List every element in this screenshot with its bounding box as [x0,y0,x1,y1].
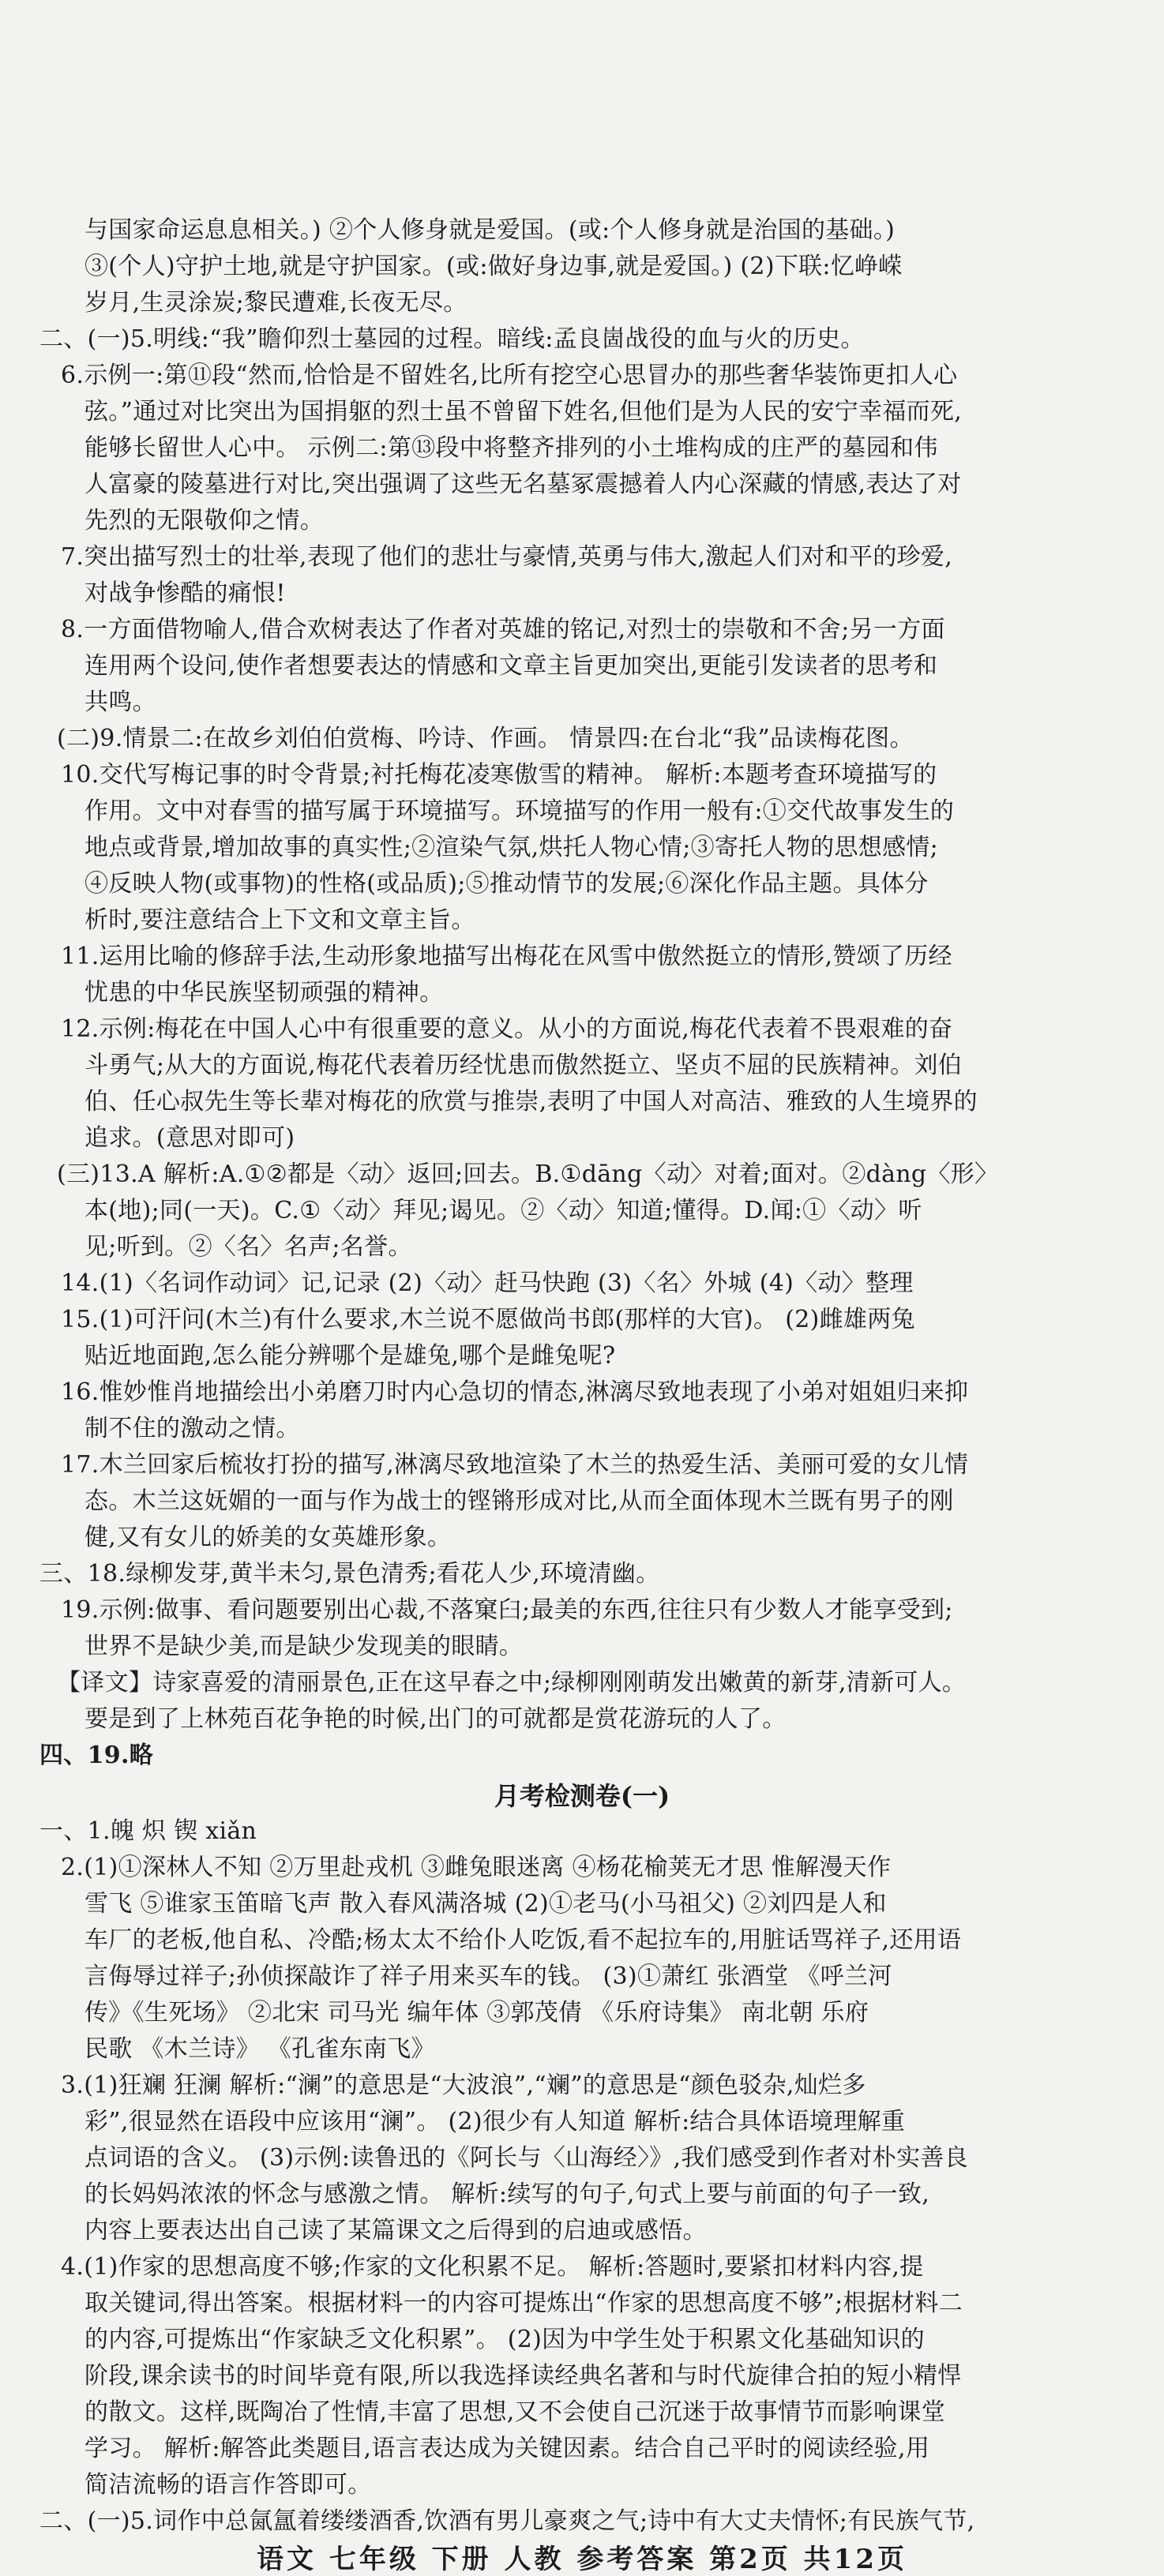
text-line: 本(地);同(一天)。C.①〈动〉拜见;谒见。②〈动〉知道;懂得。D.闻:①〈动〉听 [84,1197,922,1224]
text-line: 民歌 《木兰诗》 《孔雀东南飞》 [84,2035,435,2063]
text-line: 19.示例:做事、看问题要别出心裁,不落窠臼;最美的东西,往往只有少数人才能享受到; [61,1596,953,1624]
text-line: 2.(1)①深林人不知 ②万里赴戎机 ③雌兔眼迷离 ④杨花榆荚无才思 惟解漫天作 [61,1854,892,1881]
text-line: 4.(1)作家的思想高度不够;作家的文化积累不足。 解析:答题时,要紧扣材料内容,提 [61,2253,924,2281]
text-line: 析时,要注意结合上下文和文章主旨。 [84,906,475,934]
text-line: 与国家命运息息相关。) ②个人修身就是爱国。(或:个人修身就是治国的基础。) [84,216,896,244]
text-line: 地点或背景,增加故事的真实性;②渲染气氛,烘托人物心情;③寄托人物的思想感情; [84,834,939,861]
text-line: 12.示例:梅花在中国人心中有很重要的意义。从小的方面说,梅花代表着不畏艰难的奋 [61,1015,953,1043]
text-line: 见;听到。②〈名〉名声;名誉。 [84,1233,412,1261]
text-line: 雪飞 ⑤谁家玉笛暗飞声 散入春风满洛城 (2)①老马(小马祖父) ②刘四是人和 [84,1890,887,1918]
text-line: 伯、任心叔先生等长辈对梅花的欣赏与推崇,表明了中国人对高洁、雅致的人生境界的 [84,1088,978,1116]
text-line: 传》《生死场》 ②北宋 司马光 编年体 ③郭茂倩 《乐府诗集》 南北朝 乐府 [84,1999,869,2027]
text-line: 阶段,课余读书的时间毕竟有限,所以我选择读经典名著和与时代旋律合拍的短小精悍 [84,2362,962,2390]
text-line: 6.示例一:第⑪段“然而,恰恰是不留姓名,比所有挖空心思冒办的那些奢华装饰更扣人心 [61,362,958,389]
text-line: 作用。文中对春雪的描写属于环境描写。环境描写的作用一般有:①交代故事发生的 [84,797,955,825]
text-line: ④反映人物(或事物)的性格(或品质);⑤推动情节的发展;⑥深化作品主题。具体分 [84,870,929,898]
text-line: 连用两个设问,使作者想要表达的情感和文章主旨更加突出,更能引发读者的思考和 [84,652,938,680]
text-line: 二、(一)5.明线:“我”瞻仰烈士墓园的过程。暗线:孟良崮战役的血与火的历史。 [39,325,865,353]
text-line: 能够长留世人心中。 示例二:第⑬段中将整齐排列的小土堆构成的庄严的墓园和伟 [84,434,938,462]
text-line: 内容上要表达出自己读了某篇课文之后得到的启迪或感悟。 [84,2217,707,2244]
text-line: 世界不是缺少美,而是缺少发现美的眼睛。 [84,1633,524,1660]
text-line: 一、1.魄 炽 锲 xiǎn [39,1817,257,1845]
text-line: 【译文】诗家喜爱的清丽景色,正在这早春之中;绿柳刚刚萌发出嫩黄的新芽,清新可人。 [57,1669,967,1697]
text-line: 简洁流畅的语言作答即可。 [84,2471,372,2499]
text-line: (二)9.情景二:在故乡刘伯伯赏梅、吟诗、作画。 情景四:在台北“我”品读梅花图。 [57,725,914,752]
text-line: 要是到了上林苑百花争艳的时候,出门的可就都是赏花游玩的人了。 [84,1705,787,1733]
text-line: 三、18.绿柳发芽,黄半未匀,景色清秀;看花人少,环境清幽。 [39,1560,660,1588]
text-line: 取关键词,得出答案。根据材料一的内容可提炼出“作家的思想高度不够”;根据材料二 [84,2289,963,2317]
text-line: 3.(1)狂斓 狂澜 解析:“澜”的意思是“大波浪”,“斓”的意思是“颜色驳杂,灿烂多 [61,2072,866,2099]
text-line: 追求。(意思对即可) [84,1124,295,1152]
text-line: 16.惟妙惟肖地描绘出小弟磨刀时内心急切的情态,淋漓尽致地表现了小弟对姐姐归来抑 [61,1378,969,1406]
text-line: 忧患的中华民族坚韧顽强的精神。 [84,979,444,1007]
text-line: 共鸣。 [84,688,156,716]
section-title: 月考检测卷(一) [494,1781,670,1811]
text-line: 车厂的老板,他自私、冷酷;杨太太不给仆人吃饭,看不起拉车的,用脏话骂祥子,还用语 [84,1926,962,1954]
text-line: (三)13.A 解析:A.①②都是〈动〉返回;回去。B.①dāng〈动〉对着;面对。②dàng〈形〉 [57,1161,999,1188]
text-line: 二、(一)5.词作中总氤氲着缕缕酒香,饮酒有男儿豪爽之气;诗中有大丈夫情怀;有民族气节, [39,2507,975,2535]
text-line: 14.(1)〈名词作动词〉记,记录 (2)〈动〉赶马快跑 (3)〈名〉外城 (4)〈动〉整理 [61,1269,914,1297]
text-line: 言侮辱过祥子;孙侦探敲诈了祥子用来买车的钱。 (3)①萧红 张酒堂 《呼兰河 [84,1963,892,1990]
text-line: 7.突出描写烈士的壮举,表现了他们的悲壮与豪情,英勇与伟大,激起人们对和平的珍爱, [61,543,953,571]
text-line: 的散文。这样,既陶冶了性情,丰富了思想,又不会使自己沉迷于故事情节而影响课堂 [84,2398,946,2426]
text-line: 学习。 解析:解答此类题目,语言表达成为关键因素。结合自己平时的阅读经验,用 [84,2435,930,2462]
page-footer: 语文 七年级 下册 人教 参考答案 第2页 共12页 [257,2544,907,2575]
text-line: 点词语的含义。 (3)示例:读鲁迅的《阿长与〈山海经〉》,我们感受到作者对朴实善良 [84,2144,968,2172]
text-line: 8.一方面借物喻人,借合欢树表达了作者对英雄的铭记,对烈士的崇敬和不舍;另一方面 [61,616,945,643]
text-line: ③(个人)守护土地,就是守护国家。(或:做好身边事,就是爱国。) (2)下联:忆峥嵘 [84,253,903,280]
text-line: 15.(1)可汗问(木兰)有什么要求,木兰说不愿做尚书郎(那样的大官)。 (2)雌雄两兔 [61,1306,915,1333]
text-line: 人富豪的陵墓进行对比,突出强调了这些无名墓冢震撼着人内心深藏的情感,表达了对 [84,471,962,498]
text-line: 先烈的无限敬仰之情。 [84,507,324,534]
text-line: 彩”,很显然在语段中应该用“澜”。 (2)很少有人知道 解析:结合具体语境理解重 [84,2108,906,2135]
text-line: 岁月,生灵涂炭;黎民遭难,长夜无尽。 [84,289,467,317]
text-line: 弦。”通过对比突出为国捐躯的烈士虽不曾留下姓名,但他们是为人民的安宁幸福而死, [84,398,963,426]
text-line: 17.木兰回家后梳妆打扮的描写,淋漓尽致地渲染了木兰的热爱生活、美丽可爱的女儿情 [61,1451,969,1479]
text-line: 10.交代写梅记事的时令背景;衬托梅花凌寒傲雪的精神。 解析:本题考查环境描写的 [61,761,937,789]
text-line: 贴近地面跑,怎么能分辨哪个是雄兔,哪个是雌兔呢? [84,1342,616,1370]
text-line: 的长妈妈浓浓的怀念与感激之情。 解析:续写的句子,句式上要与前面的句子一致, [84,2180,930,2208]
text-line: 态。木兰这妩媚的一面与作为战士的铿锵形成对比,从而全面体现木兰既有男子的刚 [84,1487,954,1515]
text-line: 四、19.略 [39,1742,153,1769]
text-line: 的内容,可提炼出“作家缺乏文化积累”。 (2)因为中学生处于积累文化基础知识的 [84,2326,925,2353]
text-line: 11.运用比喻的修辞手法,生动形象地描写出梅花在风雪中傲然挺立的情形,赞颂了历经 [61,943,952,970]
text-line: 对战争惨酷的痛恨! [84,579,286,607]
text-line: 制不住的激动之情。 [84,1415,300,1442]
text-line: 斗勇气;从大的方面说,梅花代表着历经忧患而傲然挺立、坚贞不屈的民族精神。刘伯 [84,1052,963,1079]
text-line: 健,又有女儿的娇美的女英雄形象。 [84,1524,452,1551]
